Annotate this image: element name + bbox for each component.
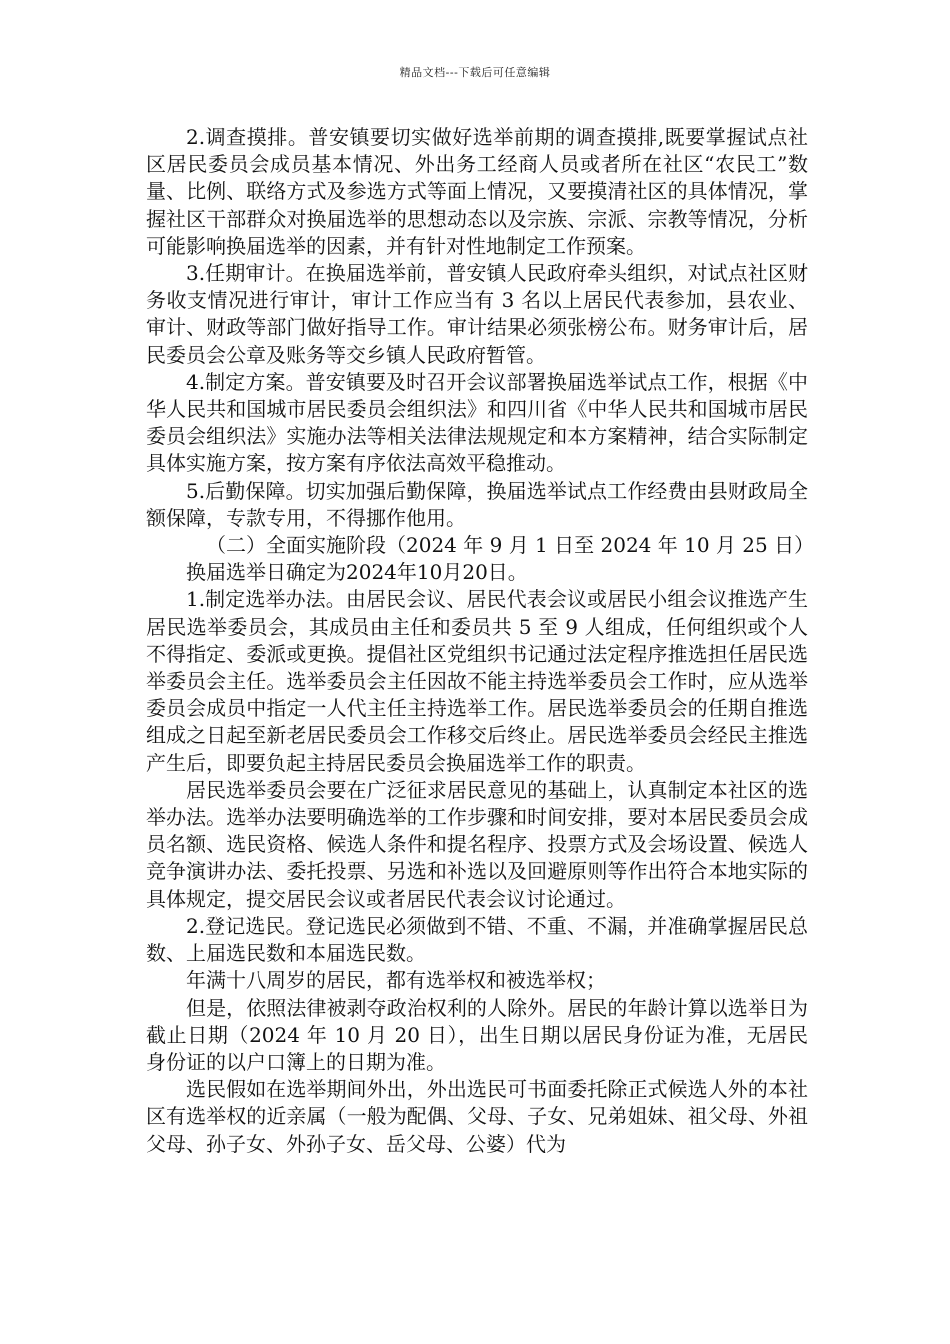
page-header: 精品文档---下载后可任意编辑 <box>399 66 551 79</box>
paragraph-proxy: 选民假如在选举期间外出，外出选民可书面委托除正式候选人外的本社区有选举权的近亲属（一般为配偶、父母、子女、兄弟姐妹、祖父母、外祖父母、孙子女、外孙子女、岳父母、公婆）代为 <box>146 1077 808 1156</box>
paragraph-election-method: 1.制定选举办法。由居民会议、居民代表会议或居民小组会议推选产生居民选举委员会，其成员由主任和委员共 5 至 9 人组成，任何组织或个人不得指定、委派或更换。提倡社区党组织书记通过法定程序推选担任居民选举委员会主任。选举委员会主任因故不能主持选举委员会工作时，应从选举委员会成员中指定一人代主任主持选举工作。居民选举委员会的任期自推选组成之日起至新老居民委员会工作移交后终止。居民选举委员会经民主推选产生后，即要负起主持居民委员会换届选举工作的职责。 <box>146 587 808 775</box>
section-heading: （二）全面实施阶段（2024 年 9 月 1 日至 2024 年 10 月 25 日） <box>206 533 815 558</box>
paragraph-voter-registration: 2.登记选民。登记选民必须做到不错、不重、不漏，并准确掌握居民总数、上届选民数和本届选民数。 <box>146 913 808 966</box>
paragraph-audit: 3.任期审计。在换届选举前，普安镇人民政府牵头组织，对试点社区财务收支情况进行审计，审计工作应当有 3 名以上居民代表参加，县农业、审计、财政等部门做好指导工作。审计结果必须张榜公布。财务审计后，居民委员会公章及账务等交乡镇人民政府暂管。 <box>146 261 808 367</box>
paragraph-logistics: 5.后勤保障。切实加强后勤保障，换届选举试点工作经费由县财政局全额保障，专款专用，不得挪作他用。 <box>146 478 808 530</box>
paragraph-plan: 4.制定方案。普安镇要及时召开会议部署换届选举试点工作，根据《中华人民共和国城市居民委员会组织法》和四川省《中华人民共和国城市居民委员会组织法》实施办法等相关法律法规规定和本方案精神，结合实际制定具体实施方案，按方案有序依法高效平稳推动。 <box>146 369 808 476</box>
paragraph-election-date: 换届选举日确定为2024年10月20日。 <box>186 560 528 585</box>
paragraph-voting-age: 年满十八周岁的居民，都有选举权和被选举权； <box>186 968 606 993</box>
document-body <box>146 124 815 1158</box>
paragraph-exception: 但是，依照法律被剥夺政治权利的人除外。居民的年龄计算以选举日为截止日期（2024 年 10 月 20 日），出生日期以居民身份证为准，无居民身份证的以户口簿上的日期为准。 <box>146 995 808 1074</box>
paragraph-election-rules: 居民选举委员会要在广泛征求居民意见的基础上，认真制定本社区的选举办法。选举办法要明确选举的工作步骤和时间安排，要对本居民委员会成员名额、选民资格、候选人条件和提名程序、投票方式及会场设置、候选人竞争演讲办法、委托投票、另选和补选以及回避原则等作出符合本地实际的具体规定，提交居民会议或者居民代表会议讨论通过。 <box>146 777 808 911</box>
paragraph-survey: 2.调查摸排。普安镇要切实做好选举前期的调查摸排,既要掌握试点社区居民委员会成员基本情况、外出务工经商人员或者所在社区“农民工”数量、比例、联络方式及参选方式等面上情况，又要摸清社区的具体情况，掌握社区干部群众对换届选举的思想动态以及宗族、宗派、宗教等情况，分析可能影响换届选举的因素，并有针对性地制定工作预案。 <box>146 125 808 258</box>
